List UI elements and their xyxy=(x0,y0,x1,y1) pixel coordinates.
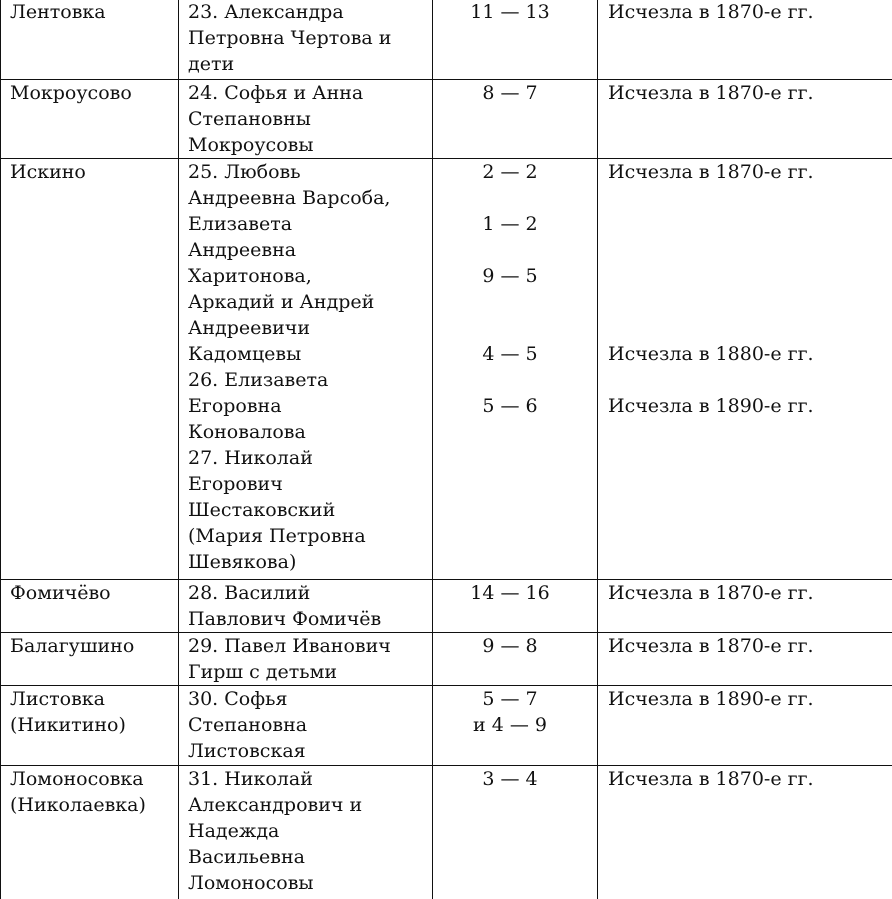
status-cell xyxy=(598,580,892,633)
numbers-cell xyxy=(433,0,598,80)
numbers-cell xyxy=(433,686,598,766)
numbers-value: 2 — 2 xyxy=(482,161,538,183)
numbers-cell xyxy=(433,159,598,580)
status-cell xyxy=(598,686,892,766)
owner-cell: 31. Николай Александрович и Надежда Васильевна Ломоносовы xyxy=(179,766,433,899)
numbers-value: 3 — 4 xyxy=(482,768,538,790)
numbers-value: 9 — 5 xyxy=(482,265,538,287)
status-value: Исчезла в 1870-е гг. xyxy=(608,582,814,604)
village-cell: Ломоносовка (Николаевка) xyxy=(1,766,179,899)
status-cell xyxy=(598,633,892,686)
table-row xyxy=(1,80,892,159)
table-row xyxy=(1,633,892,686)
numbers-cell xyxy=(433,766,598,899)
table-row xyxy=(1,0,892,80)
table-row xyxy=(1,766,892,899)
table-row xyxy=(1,580,892,633)
owner-cell: 28. Василий Павлович Фомичёв xyxy=(179,580,433,633)
status-value: Исчезла в 1870-е гг. xyxy=(608,1,814,23)
status-cell xyxy=(598,80,892,159)
owner-cell: 25. Любовь Андреевна Варсоба, Елизавета Андреевна Харитонова, Аркадий и Андрей Андреевичи Кадомцевы 26. Елизавета Егоровна Коновалова 27. Николай Егорович Шестаковский (Мария Петровна Шевякова) xyxy=(179,159,433,580)
status-value: Исчезла в 1870-е гг. xyxy=(608,768,814,790)
village-cell: Лентовка xyxy=(1,0,179,80)
status-value: Исчезла в 1870-е гг. xyxy=(608,161,814,183)
table-row xyxy=(1,686,892,766)
village-cell: Листовка (Никитино) xyxy=(1,686,179,766)
village-cell: Балагушино xyxy=(1,633,179,686)
numbers-value: 9 — 8 xyxy=(482,635,538,657)
owner-cell: 23. Александра Петровна Чертова и дети xyxy=(179,0,433,80)
status-value: Исчезла в 1890-е гг. xyxy=(608,688,814,710)
numbers-cell xyxy=(433,633,598,686)
owner-cell: 29. Павел Иванович Гирш с детьми xyxy=(179,633,433,686)
numbers-value: 1 — 2 xyxy=(482,213,538,235)
status-cell xyxy=(598,0,892,80)
numbers-value: 8 — 7 xyxy=(482,82,538,104)
status-value: Исчезла в 1870-е гг. xyxy=(608,635,814,657)
numbers-value: 11 — 13 xyxy=(470,1,550,23)
status-value: Исчезла в 1890-е гг. xyxy=(608,395,814,417)
numbers-value: 4 — 5 xyxy=(482,343,538,365)
numbers-cell xyxy=(433,80,598,159)
village-cell: Мокроусово xyxy=(1,80,179,159)
status-cell xyxy=(598,766,892,899)
owner-cell: 30. Софья Степановна Листовская xyxy=(179,686,433,766)
status-cell xyxy=(598,159,892,580)
numbers-cell xyxy=(433,580,598,633)
owner-cell: 24. Софья и Анна Степановны Мокроусовы xyxy=(179,80,433,159)
numbers-value: 14 — 16 xyxy=(470,582,550,604)
table-row xyxy=(1,159,892,580)
status-value: Исчезла в 1880-е гг. xyxy=(608,343,814,365)
village-cell: Искино xyxy=(1,159,179,580)
status-value: Исчезла в 1870-е гг. xyxy=(608,82,814,104)
numbers-value: 5 — 6 xyxy=(482,395,538,417)
numbers-value: 5 — 7 и 4 — 9 xyxy=(473,688,547,736)
village-cell: Фомичёво xyxy=(1,580,179,633)
